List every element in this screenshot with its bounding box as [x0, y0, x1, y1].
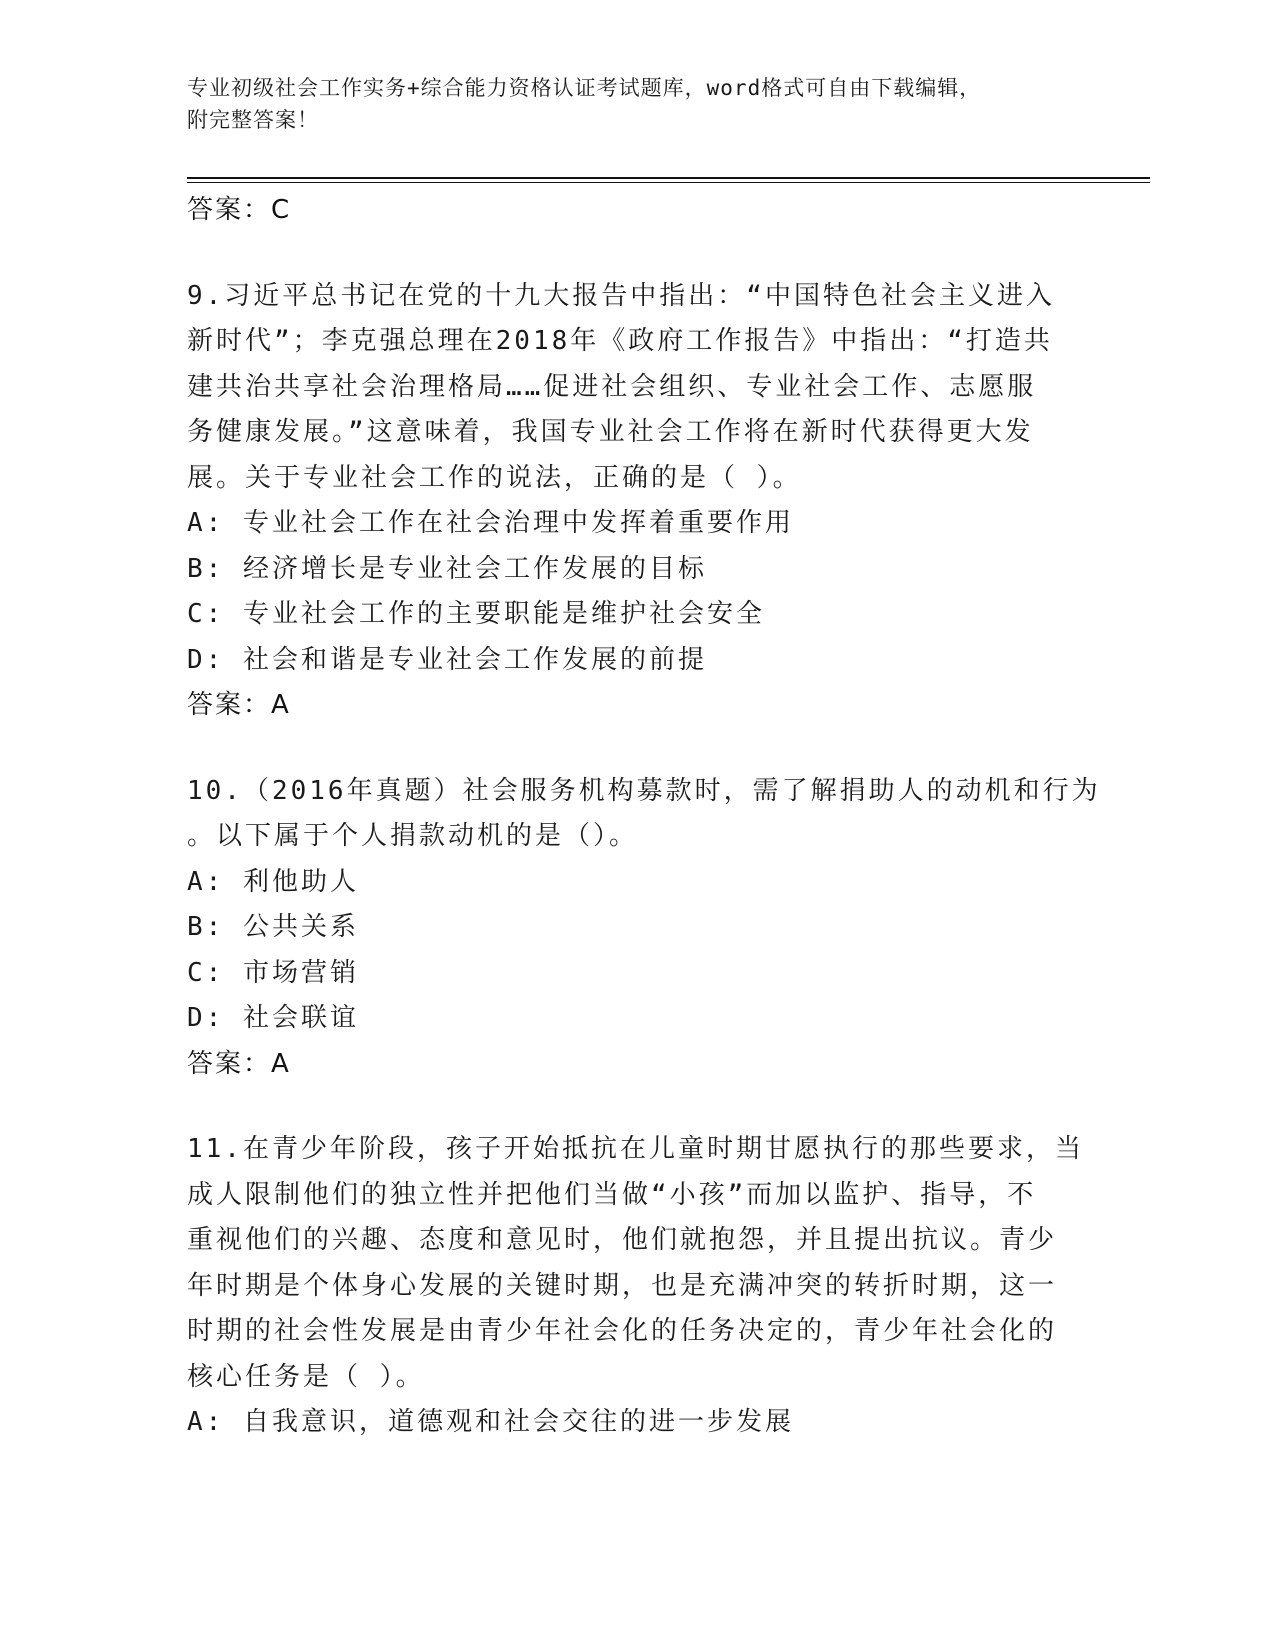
spacer	[187, 729, 1087, 769]
question-text-line: 重视他们的兴趣、态度和意见时，他们就抱怨，并且提出抗议。青少	[187, 1225, 1058, 1255]
question-text-line: 建共治共享社会治理格局……促进社会组织、专业社会工作、志愿服	[187, 371, 1037, 402]
header-line-1: 专业初级社会工作实务+综合能力资格认证考试题库，word格式可自由下载编辑，	[187, 76, 982, 100]
header-line-2: 附完整答案！	[187, 108, 319, 132]
question-text-line: 9.习近平总书记在党的十九大报告中指出：“中国特色社会主义进入	[187, 280, 1055, 311]
option-c: C: 专业社会工作的主要职能是维护社会安全	[187, 599, 765, 629]
answer-q8: 答案：C	[187, 195, 292, 225]
page-header	[187, 72, 1087, 136]
question-text-line: 新时代”；李克强总理在2018年《政府工作报告》中指出：“打造共	[187, 326, 1053, 356]
answer-q10: 答案：A	[187, 1048, 291, 1079]
option-d: D: 社会联谊	[187, 1003, 359, 1033]
spacer	[187, 1087, 1087, 1127]
option-a: A: 专业社会工作在社会治理中发挥着重要作用	[187, 508, 794, 538]
option-b: B: 公共关系	[187, 912, 359, 942]
question-text-line: 时期的社会性发展是由青少年社会化的任务决定的，青少年社会化的	[187, 1316, 1058, 1346]
option-b: B: 经济增长是专业社会工作发展的目标	[187, 553, 707, 584]
option-a: A: 利他助人	[187, 866, 359, 897]
question-9	[187, 274, 1087, 729]
question-text-line: 展。关于专业社会工作的说法，正确的是（ ）。	[187, 462, 802, 493]
question-11	[187, 1127, 1087, 1446]
header-divider-thin	[187, 182, 1150, 183]
question-text-line: 10.（2016年真题）社会服务机构募款时，需了解捐助人的动机和行为	[187, 775, 1101, 806]
question-text-line: 务健康发展。”这意味着，我国专业社会工作将在新时代获得更大发	[187, 417, 1034, 447]
option-c: C: 市场营销	[187, 957, 359, 988]
header-divider	[187, 177, 1150, 179]
option-a: A: 自我意识，道德观和社会交往的进一步发展	[187, 1407, 794, 1437]
question-text-line: 年时期是个体身心发展的关键时期，也是充满冲突的转折时期，这一	[187, 1270, 1058, 1301]
question-10	[187, 769, 1101, 1088]
question-text-line: 。以下属于个人捐款动机的是（）。	[187, 821, 639, 851]
option-d: D: 社会和谐是专业社会工作发展的前提	[187, 644, 707, 675]
question-text-line: 11.在青少年阶段，孩子开始抵抗在儿童时期甘愿执行的那些要求，当	[187, 1134, 1084, 1164]
spacer	[187, 234, 1087, 274]
question-text-line: 核心任务是（ ）。	[187, 1361, 425, 1392]
answer-q9: 答案：A	[187, 690, 291, 720]
question-content	[187, 188, 1101, 1446]
question-text-line: 成人限制他们的独立性并把他们当做“小孩”而加以监护、指导，不	[187, 1179, 1037, 1210]
